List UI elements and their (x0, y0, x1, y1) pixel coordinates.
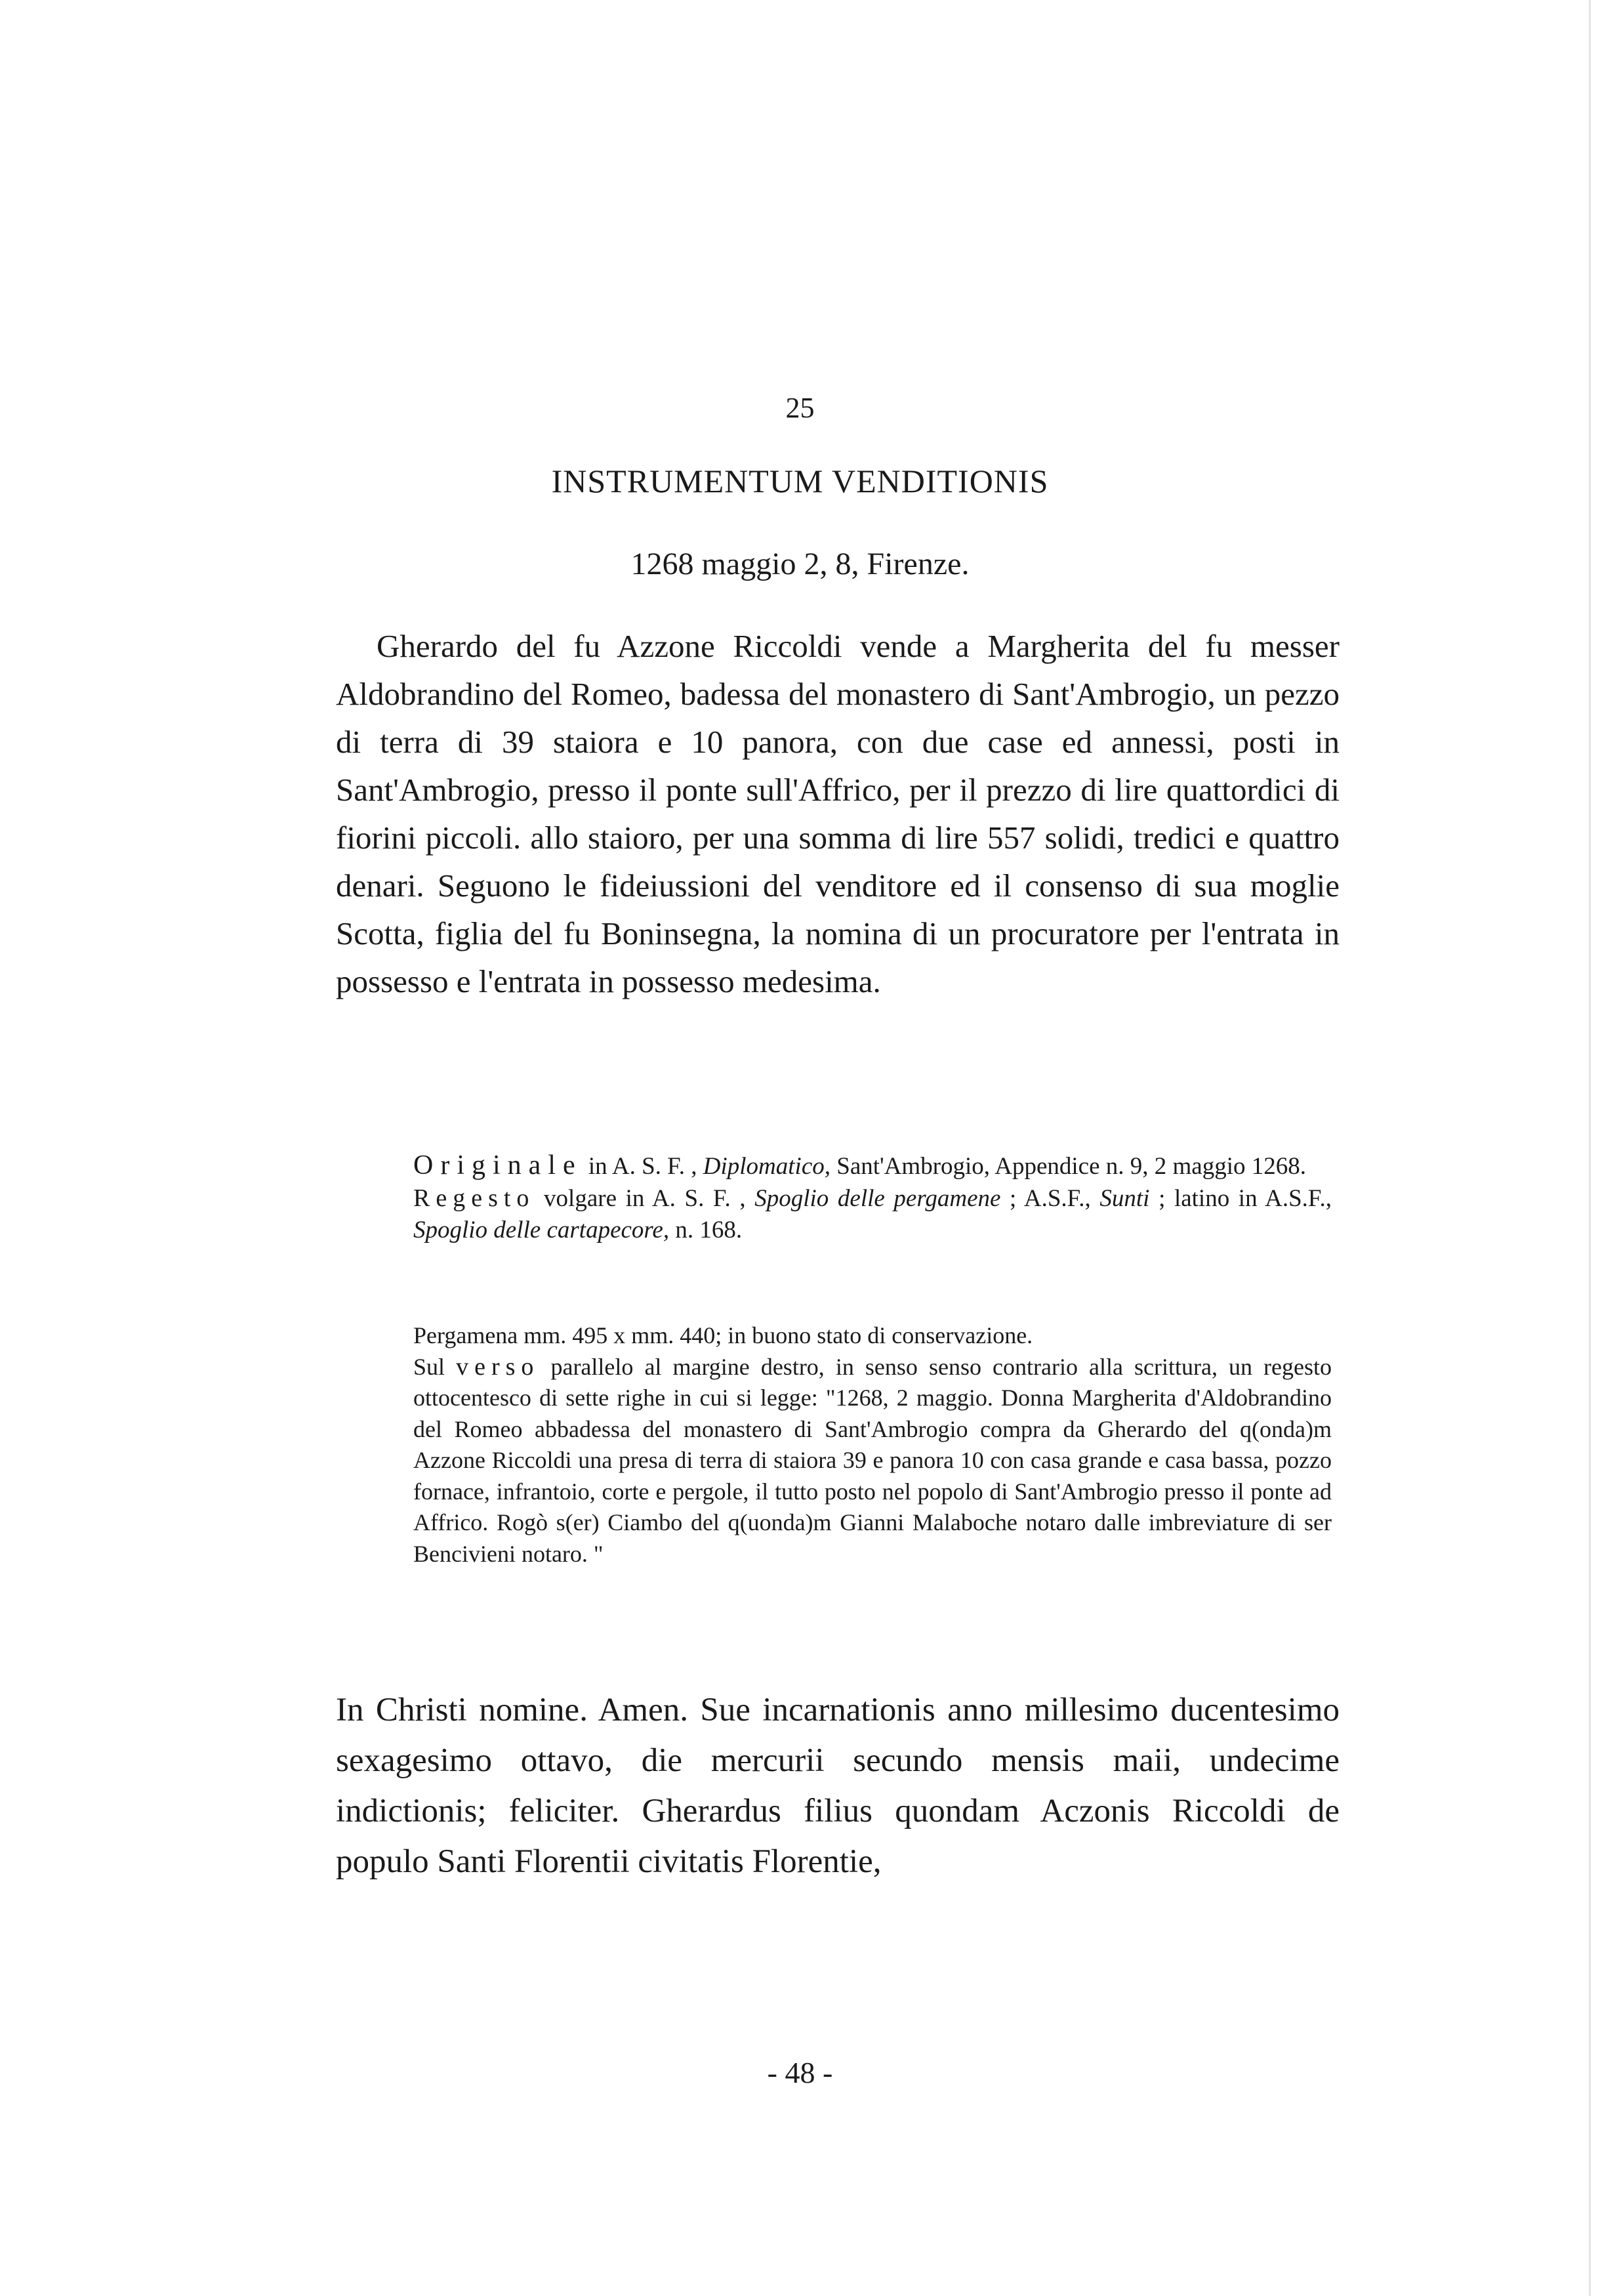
verso-label: verso (456, 1352, 540, 1381)
page-number: - 48 - (767, 2056, 833, 2089)
latin-body-text: In Christi nomine. Amen. Sue incarnationis anno millesimo ducentesimo sexagesimo ottavo, die mercurii secundo mensis maii, undecime indictionis; feliciter. Gherardus filius quondam Aczonis Riccoldi de populo Santi Florentii civitatis Florentie, (336, 1692, 1340, 1880)
regesto-collection: Spoglio delle pergamene (754, 1185, 1001, 1212)
page-edge-shadow (1589, 0, 1591, 2296)
regesto-sunti: Sunti (1099, 1185, 1150, 1212)
document-date: 1268 maggio 2, 8, Firenze. (630, 547, 970, 581)
regesto-end: n. 168. (675, 1217, 743, 1243)
original-prefix: in A. S. F. , (588, 1153, 697, 1180)
original-source (413, 1150, 1332, 1182)
verso-text: parallelo al margine destro, in senso senso contrario alla scrittura, un regesto ottocentesco di sette righe in cui si legge: "1268, 2 maggio. Donna Margherita d'Aldobrandino del Romeo abbadessa del monastero di Sant'Ambrogio compra da Gherardo del q(onda)m Azzone Riccoldi una presa di terra di staiora 39 e panora 10 con casa grande e casa bassa, pozzo fornace, infrantoio, corte e pergole, il tutto posto nel popolo di Sant'Ambrogio presso il ponte ad Affrico. Rogò s(er) Ciambo del q(uonda)m Gianni Malaboche notaro dalle imbreviature di ser Bencivieni notaro. " (413, 1353, 1332, 1567)
summary-paragraph: Gherardo del fu Azzone Riccoldi vende a Margherita del fu messer Aldobrandino del Romeo, badessa del monastero di Sant'Ambrogio, un pezzo di terra di 39 staiora e 10 panora, con due case ed annessi, posti in Sant'Ambrogio, presso il ponte sull'Affrico, per il prezzo di lire quattordici di fiorini piccoli. allo staioro, per una somma di lire 557 solidi, tredici e quattro denari. Seguono le fideiussioni del venditore ed il consenso di sua moglie Scotta, figlia del fu Boninsegna, la nomina di un procuratore per l'entrata in possesso e l'entrata in possesso medesima. (336, 628, 1340, 999)
regesto-prefix: volgare in A. S. F. , (544, 1185, 746, 1212)
parchment-description: Pergamena mm. 495 x mm. 440; in buono stato di conservazione. (413, 1322, 1033, 1348)
original-rest: Sant'Ambrogio, Appendice n. 9, 2 maggio 1268. (836, 1153, 1307, 1180)
verso-prefix: Sul (413, 1353, 445, 1380)
verso-description (413, 1352, 1332, 1570)
document-number: 25 (785, 392, 815, 424)
sources-block (413, 1150, 1332, 1246)
regesto-label: Regesto (413, 1184, 535, 1212)
original-label: Originale (413, 1150, 583, 1180)
original-collection: Diplomatico, (703, 1153, 831, 1180)
document-title: INSTRUMENTUM VENDITIONIS (551, 463, 1049, 499)
regesto-source (413, 1182, 1332, 1246)
description-block (413, 1320, 1332, 1570)
regesto-latin: ; latino in A.S.F., (1159, 1185, 1332, 1212)
regesto-latin-collection: Spoglio delle cartapecore, (413, 1217, 670, 1243)
regesto-separator: ; A.S.F., (1010, 1185, 1091, 1212)
